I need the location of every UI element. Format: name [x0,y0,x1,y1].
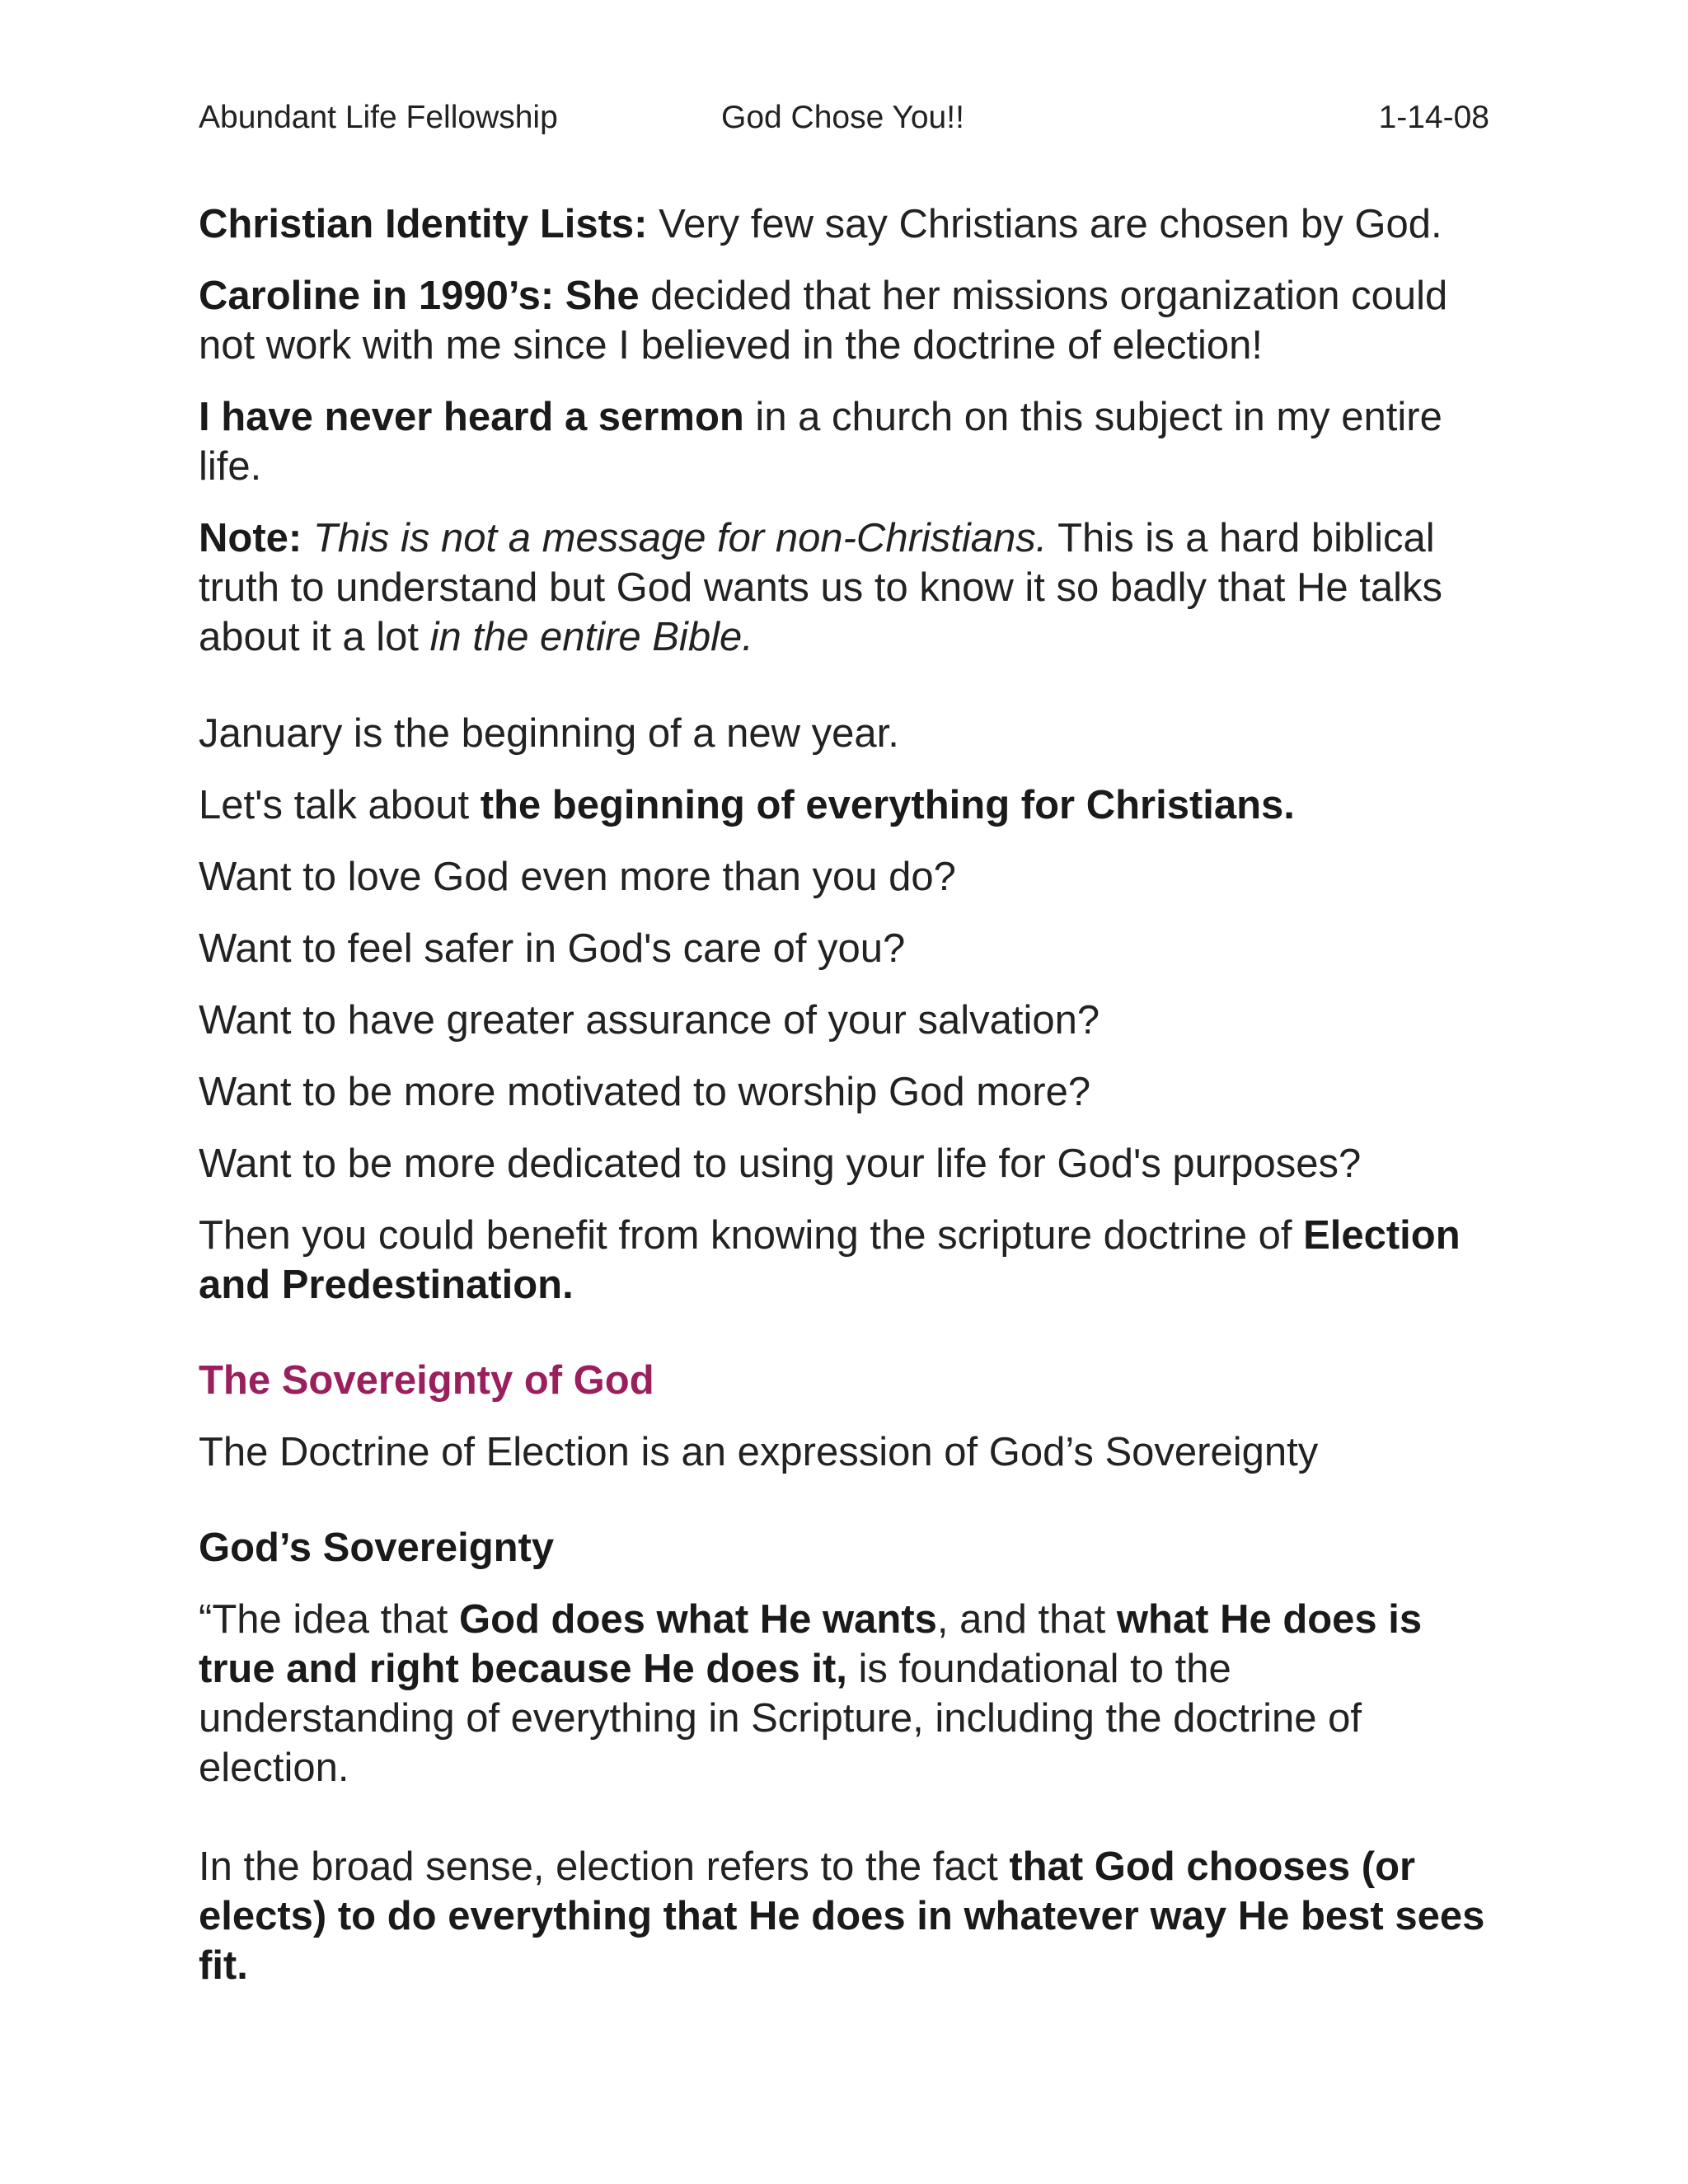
paragraph-text: in a church on this subject in my entire life. [199,395,1442,489]
line-text: Let's talk about [199,783,481,827]
quote-bold: what He does is true and right because He does it, [199,1597,1423,1691]
paragraph-text: Very few say Christians are chosen by God. [647,202,1442,246]
spacer [199,662,1493,709]
quote-text: is foundational to the understanding of everything in Scripture, including the doctrine of election. [199,1647,1362,1790]
paragraph-lead: Caroline in 1990’s: She [199,274,640,318]
paragraph-text: This is a hard biblical truth to understand but God wants us to know it so badly that He talks about it a lot [199,516,1442,659]
paragraph-caroline [199,271,1493,370]
line-bold: the beginning of everything for Christians. [480,783,1295,827]
line-benefit [199,1211,1493,1310]
line-text: Then you could benefit from knowing the scripture doctrine of [199,1213,1304,1258]
line-beginning [199,780,1493,830]
line-love-god: Want to love God even more than you do? [199,855,956,899]
spacer [199,1477,1493,1523]
page-header [199,97,1489,138]
section-subtext: The Doctrine of Election is an expression of God’s Sovereignty [199,1430,1319,1474]
paragraph-bold: that God chooses (or elects) to do everything that He does in whatever way He best sees fit. [199,1844,1485,1988]
paragraph-text: decided that her missions organization could not work with me since I believed in the doctrine of election! [199,274,1448,368]
section-heading-sovereignty: The Sovereignty of God [199,1358,654,1403]
header-organization: Abundant Life Fellowship [199,100,558,135]
document-body [199,199,1493,1990]
paragraph-note [199,513,1493,662]
quote-text: , and that [936,1597,1117,1642]
line-feel-safer: Want to feel safer in God's care of you? [199,926,906,971]
paragraph-quote [199,1595,1493,1793]
line-worship: Want to be more motivated to worship God more? [199,1070,1091,1114]
paragraph-italic: This is not a message for non-Christians. [312,516,1048,560]
header-date: 1-14-08 [1378,100,1489,135]
spacer [199,1310,1493,1356]
line-bold: Election and Predestination. [199,1213,1461,1307]
header-title: God Chose You!! [721,100,964,135]
quote-bold: God does what He wants [458,1597,937,1642]
paragraph-lead: Note: [199,516,302,560]
spacer [199,1793,1493,1842]
paragraph-never-heard [199,392,1493,491]
paragraph-italic-end: in the entire Bible. [429,615,753,659]
line-dedicated: Want to be more dedicated to using your life for God's purposes? [199,1141,1362,1186]
paragraph-lead: I have never heard a sermon [199,395,744,439]
line-assurance: Want to have greater assurance of your salvation? [199,998,1100,1043]
paragraph-lead: Christian Identity Lists: [199,202,648,246]
paragraph-text: In the broad sense, election refers to the fact [199,1844,1010,1889]
paragraph-identity-lists [199,199,1493,249]
quote-text: “The idea that [199,1597,459,1642]
line-january: January is the beginning of a new year. [199,711,899,756]
paragraph-broad-sense [199,1842,1493,1990]
section-heading-gods-sovereignty: God’s Sovereignty [199,1526,555,1570]
